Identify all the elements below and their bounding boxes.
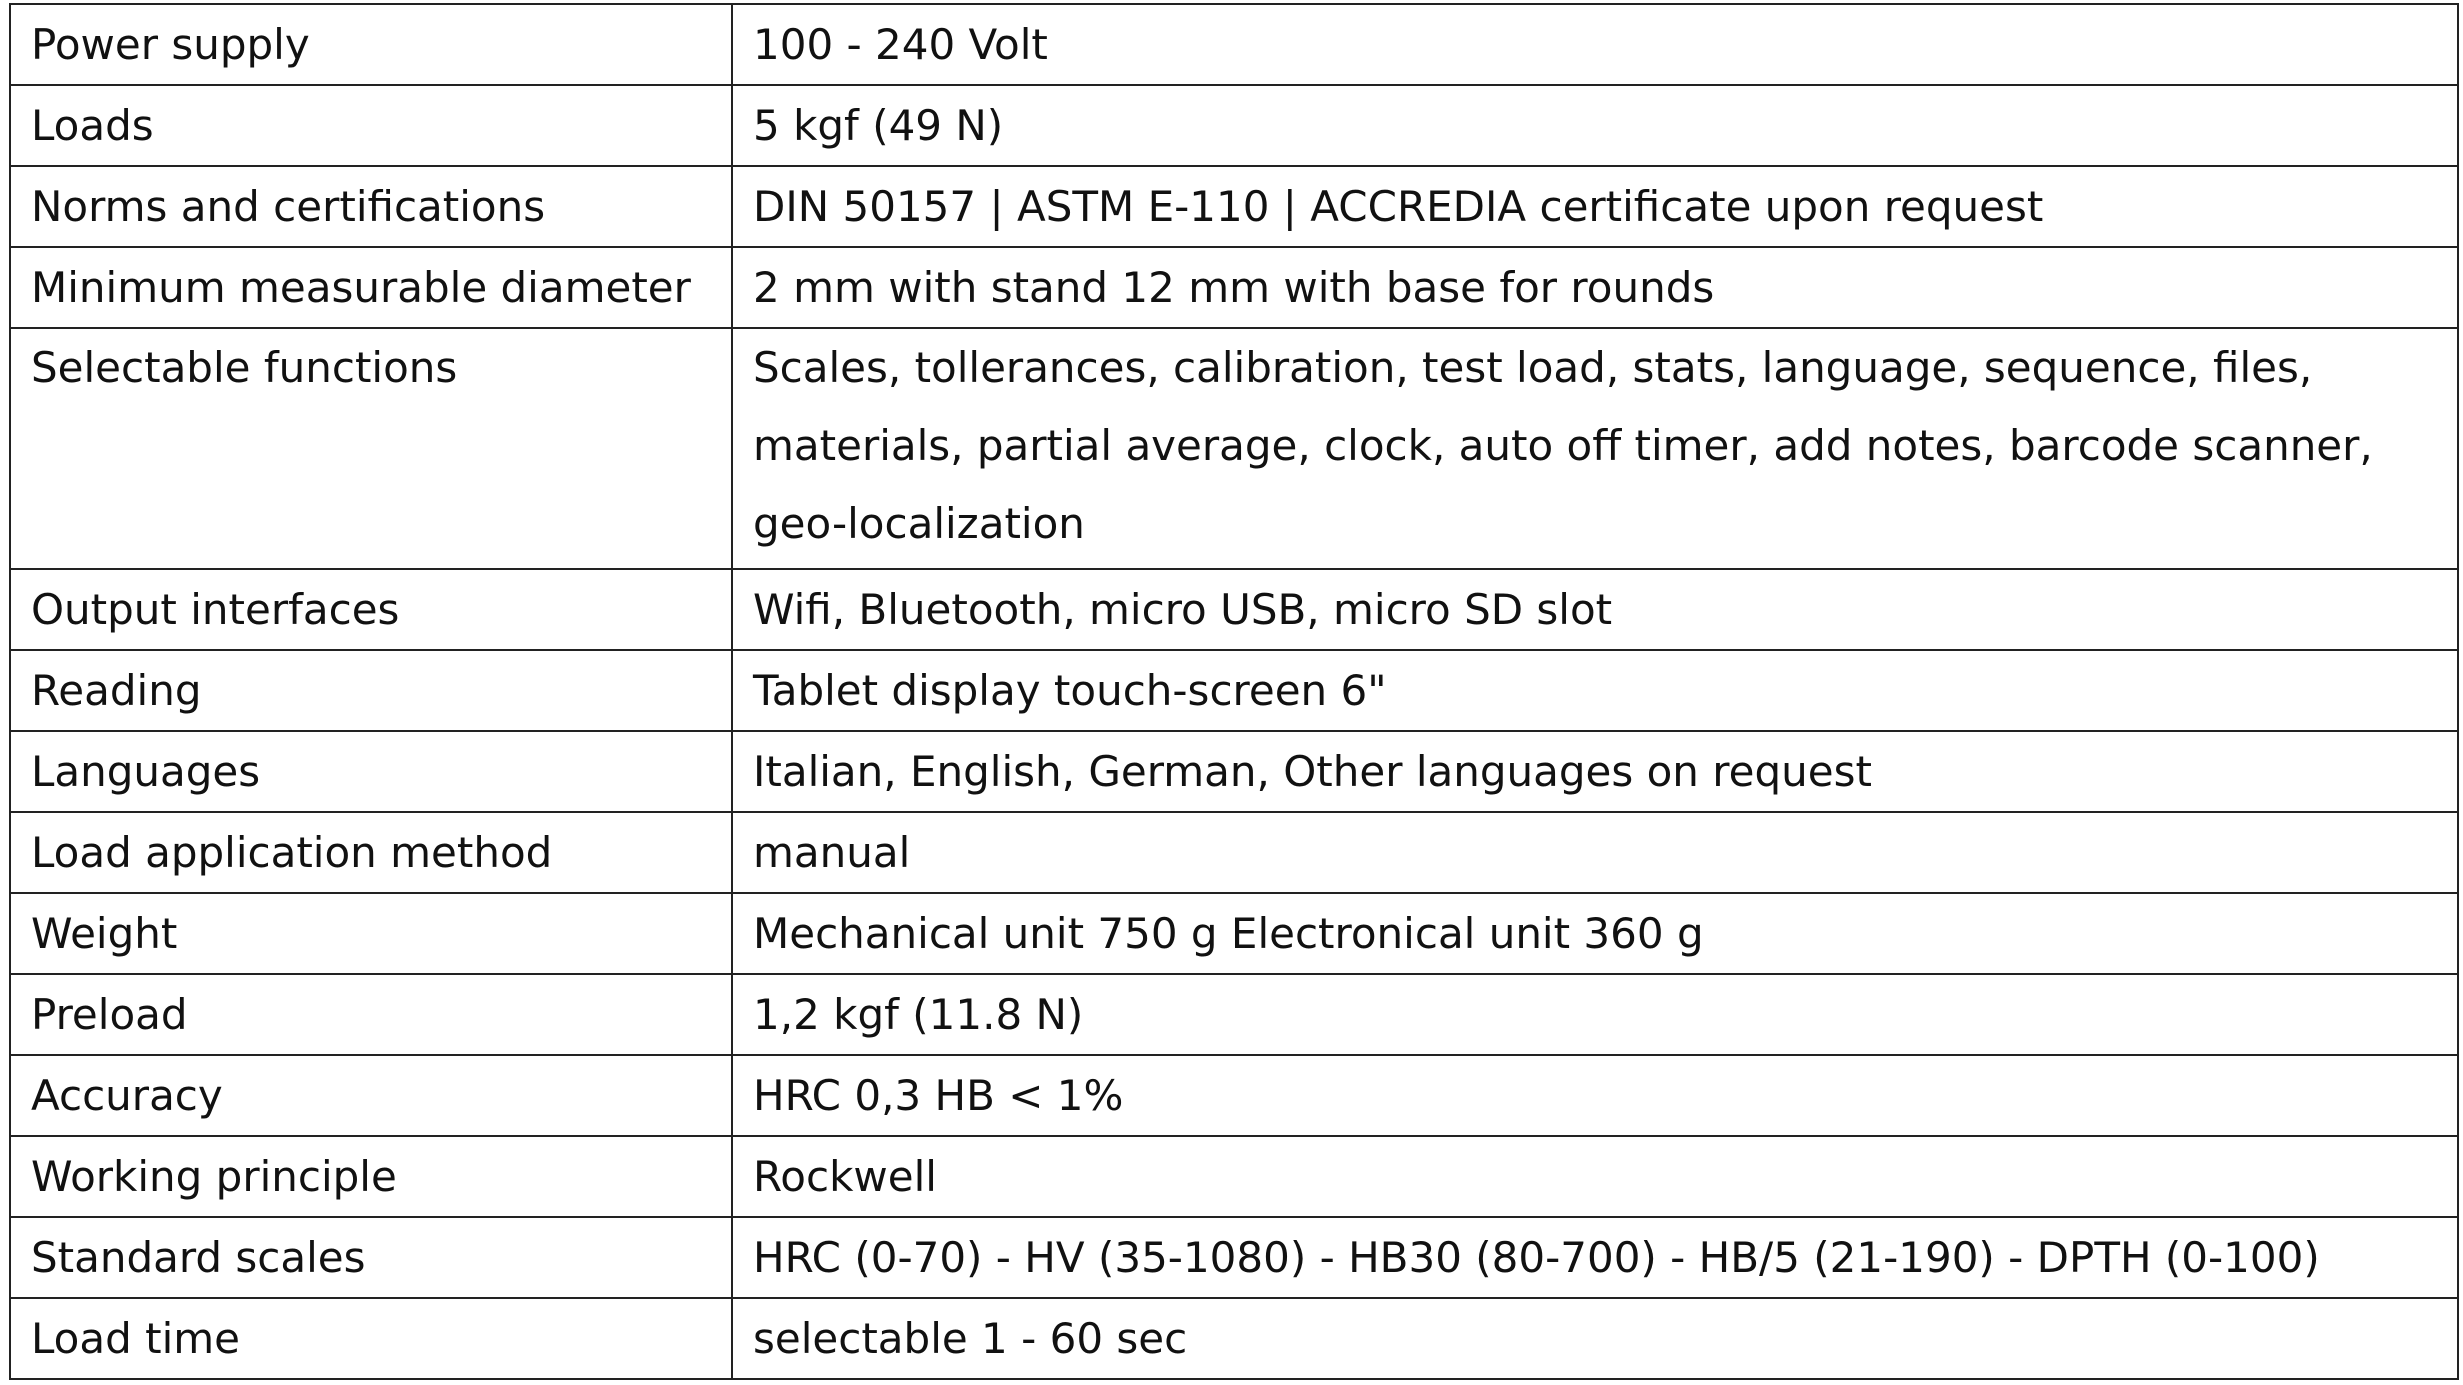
spec-value: 5 kgf (49 N) bbox=[732, 85, 2458, 166]
spec-value: Mechanical unit 750 g Electronical unit 360 g bbox=[732, 893, 2458, 974]
spec-row-languages bbox=[10, 731, 2458, 812]
spec-label: Accuracy bbox=[10, 1055, 732, 1136]
spec-label: Minimum measurable diameter bbox=[10, 247, 732, 328]
spec-value: Rockwell bbox=[732, 1136, 2458, 1217]
spec-row-reading bbox=[10, 650, 2458, 731]
spec-label: Selectable functions bbox=[10, 328, 732, 569]
spec-row-standard-scales bbox=[10, 1217, 2458, 1298]
spec-label: Load application method bbox=[10, 812, 732, 893]
spec-row-min-diameter bbox=[10, 247, 2458, 328]
spec-label: Load time bbox=[10, 1298, 732, 1379]
spec-value: manual bbox=[732, 812, 2458, 893]
spec-value: Italian, English, German, Other languages on request bbox=[732, 731, 2458, 812]
spec-label: Weight bbox=[10, 893, 732, 974]
spec-value: 2 mm with stand 12 mm with base for rounds bbox=[732, 247, 2458, 328]
spec-value: DIN 50157 | ASTM E-110 | ACCREDIA certificate upon request bbox=[732, 166, 2458, 247]
spec-label: Standard scales bbox=[10, 1217, 732, 1298]
spec-value-line: Scales, tollerances, calibration, test load, stats, language, sequence, files, bbox=[753, 343, 2313, 392]
spec-value: Tablet display touch-screen 6" bbox=[732, 650, 2458, 731]
spec-row-power-supply bbox=[10, 4, 2458, 85]
spec-value: selectable 1 - 60 sec bbox=[732, 1298, 2458, 1379]
spec-label: Reading bbox=[10, 650, 732, 731]
spec-row-load-time bbox=[10, 1298, 2458, 1379]
spec-value bbox=[732, 328, 2458, 569]
spec-row-accuracy bbox=[10, 1055, 2458, 1136]
spec-value: HRC (0-70) - HV (35-1080) - HB30 (80-700) - HB/5 (21-190) - DPTH (0-100) bbox=[732, 1217, 2458, 1298]
spec-value: 100 - 240 Volt bbox=[732, 4, 2458, 85]
spec-row-load-application bbox=[10, 812, 2458, 893]
spec-row-norms bbox=[10, 166, 2458, 247]
spec-row-working-principle bbox=[10, 1136, 2458, 1217]
spec-label: Power supply bbox=[10, 4, 732, 85]
spec-row-preload bbox=[10, 974, 2458, 1055]
spec-label: Working principle bbox=[10, 1136, 732, 1217]
spec-row-selectable-functions bbox=[10, 328, 2458, 569]
spec-label: Languages bbox=[10, 731, 732, 812]
spec-value-line: geo-localization bbox=[753, 499, 1085, 548]
spec-row-weight bbox=[10, 893, 2458, 974]
spec-label: Output interfaces bbox=[10, 569, 732, 650]
spec-value: 1,2 kgf (11.8 N) bbox=[732, 974, 2458, 1055]
specifications-table bbox=[9, 3, 2459, 1380]
spec-value-line: materials, partial average, clock, auto off timer, add notes, barcode scanner, bbox=[753, 421, 2373, 470]
spec-row-output-interfaces bbox=[10, 569, 2458, 650]
spec-label: Loads bbox=[10, 85, 732, 166]
spec-value: HRC 0,3 HB < 1% bbox=[732, 1055, 2458, 1136]
spec-label: Norms and certifications bbox=[10, 166, 732, 247]
spec-label: Preload bbox=[10, 974, 732, 1055]
spec-value: Wifi, Bluetooth, micro USB, micro SD slot bbox=[732, 569, 2458, 650]
spec-row-loads bbox=[10, 85, 2458, 166]
